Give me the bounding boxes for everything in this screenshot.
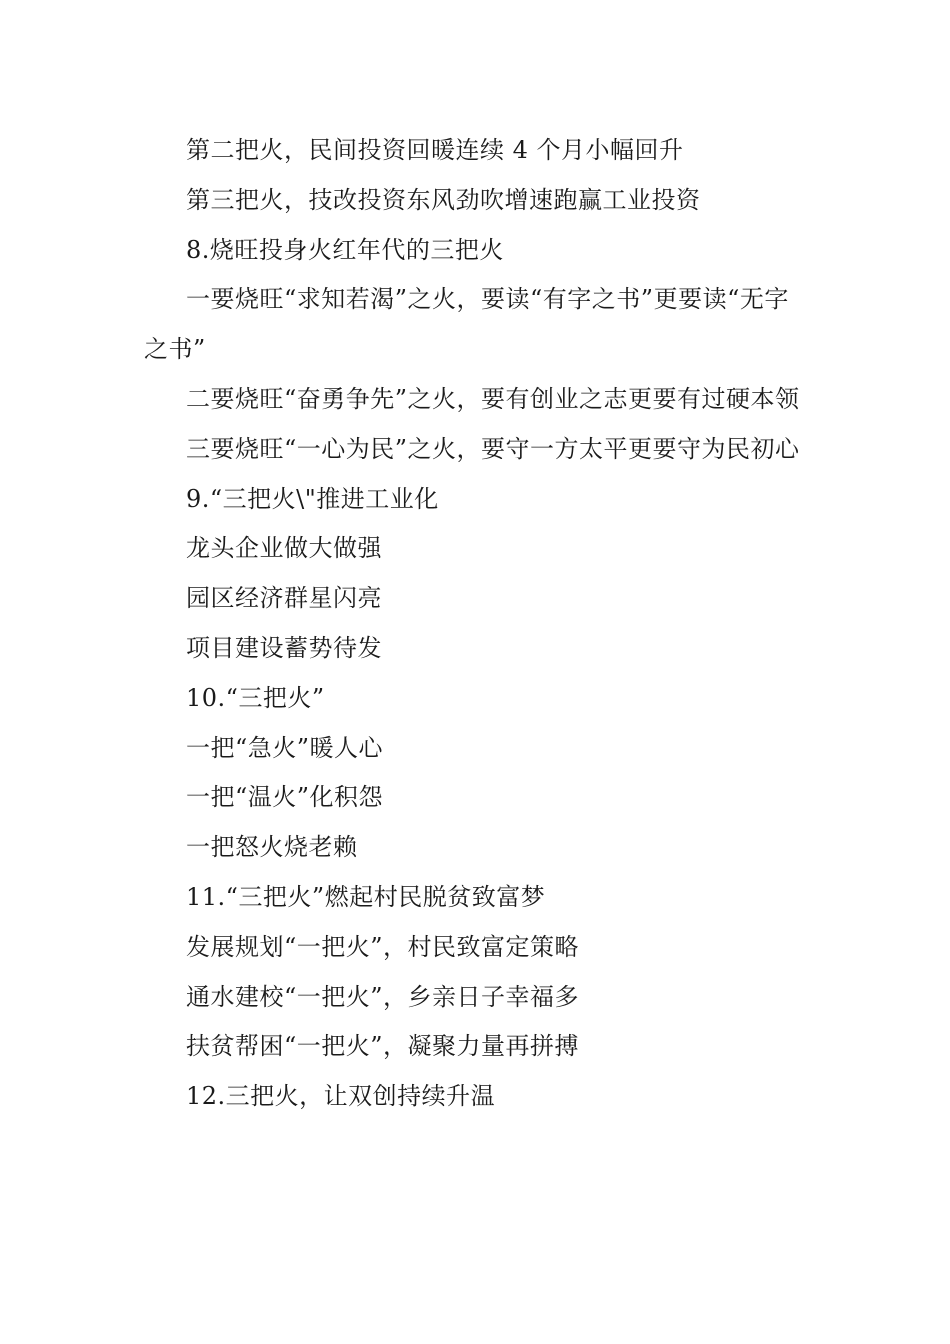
paragraph: 一要烧旺“求知若渴”之火，要读“有字之书”更要读“无字之书” (144, 285, 789, 364)
section-heading: 12.三把火，让双创持续升温 (186, 1082, 496, 1111)
section-heading: 9.“三把火\"推进工业化 (186, 484, 439, 513)
section-heading: 8.烧旺投身火红年代的三把火 (186, 235, 504, 264)
paragraph: 通水建校“一把火”，乡亲日子幸福多 (186, 982, 580, 1011)
section-heading: 11.“三把火”燃起村民脱贫致富梦 (186, 882, 546, 911)
document-body (144, 126, 812, 1122)
paragraph: 园区经济群星闪亮 (186, 584, 382, 613)
paragraph: 一把“温火”化积怨 (186, 783, 384, 812)
paragraph: 发展规划“一把火”，村民致富定策略 (186, 932, 580, 961)
paragraph: 扶贫帮困“一把火”，凝聚力量再拼搏 (186, 1032, 580, 1061)
paragraph: 项目建设蓄势待发 (186, 633, 382, 662)
paragraph: 一把“急火”暖人心 (186, 733, 384, 762)
paragraph: 一把怒火烧老赖 (186, 833, 358, 862)
paragraph: 龙头企业做大做强 (186, 534, 382, 563)
section-heading: 10.“三把火” (186, 683, 325, 712)
paragraph: 第三把火，技改投资东风劲吹增速跑赢工业投资 (186, 185, 701, 214)
paragraph: 二要烧旺“奋勇争先”之火，要有创业之志更要有过硬本领 (186, 384, 800, 413)
paragraph: 三要烧旺“一心为民”之火，要守一方太平更要守为民初心 (186, 434, 800, 463)
paragraph: 第二把火，民间投资回暖连续 4 个月小幅回升 (186, 136, 684, 164)
